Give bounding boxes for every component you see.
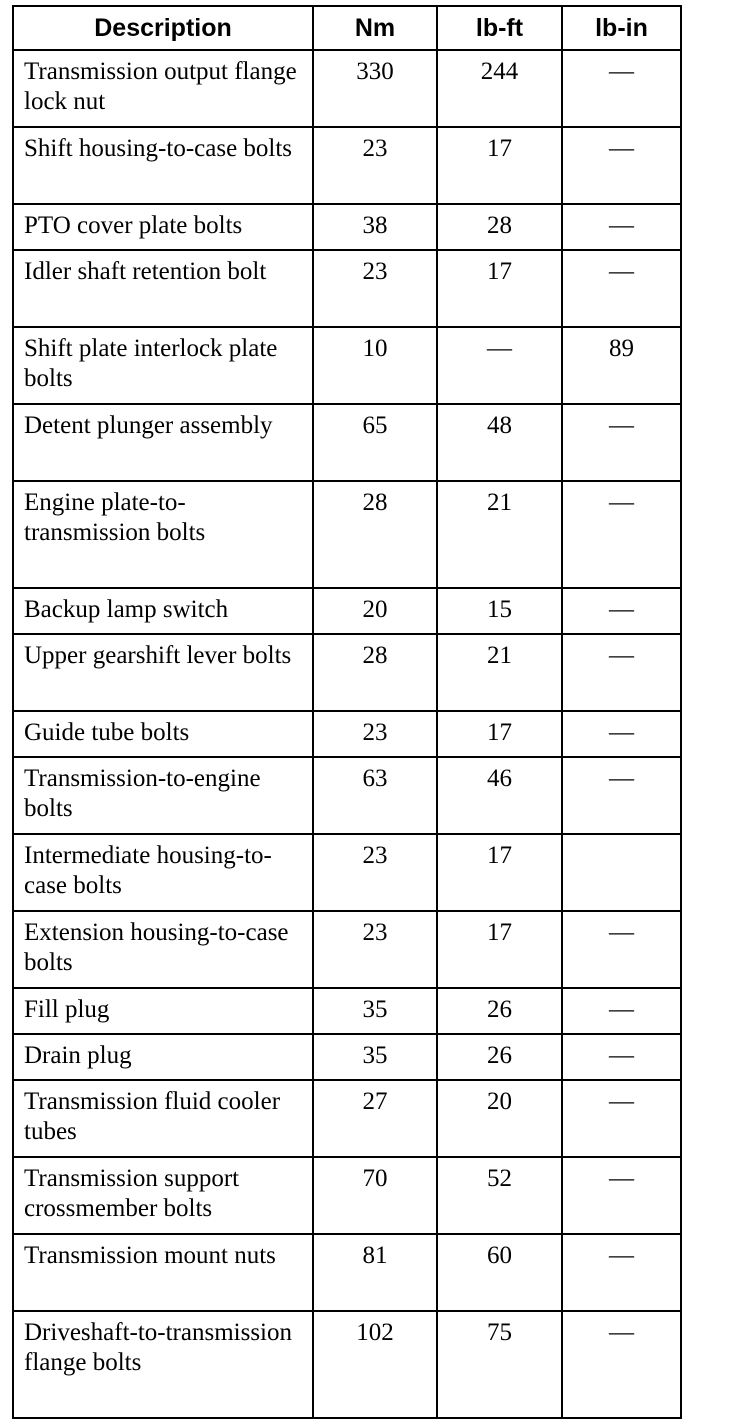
cell-lbin: —: [562, 250, 681, 327]
cell-lbft: 17: [437, 250, 562, 327]
cell-lbin: —: [562, 127, 681, 204]
table-row: [13, 757, 681, 834]
cell-nm: 70: [313, 1157, 437, 1234]
cell-lbin: —: [562, 404, 681, 481]
cell-lbft: 26: [437, 988, 562, 1034]
table-row: [13, 250, 681, 327]
cell-lbin: —: [562, 911, 681, 988]
cell-description: Shift plate interlock plate bolts: [13, 327, 313, 404]
cell-description: Engine plate-to-transmission bolts: [13, 481, 313, 588]
table-header: [13, 6, 681, 50]
cell-lbft: 17: [437, 834, 562, 911]
cell-lbft: 60: [437, 1234, 562, 1311]
table-body: [13, 50, 681, 1418]
table-row: [13, 588, 681, 634]
cell-nm: 28: [313, 481, 437, 588]
cell-nm: 35: [313, 988, 437, 1034]
cell-lbin: —: [562, 757, 681, 834]
cell-nm: 23: [313, 250, 437, 327]
header-nm: Nm: [313, 6, 437, 50]
cell-nm: 330: [313, 50, 437, 127]
cell-nm: 63: [313, 757, 437, 834]
cell-description: Intermediate housing-to-case bolts: [13, 834, 313, 911]
cell-nm: 81: [313, 1234, 437, 1311]
cell-nm: 28: [313, 634, 437, 711]
table-row: [13, 1034, 681, 1080]
cell-lbin: —: [562, 588, 681, 634]
cell-nm: 23: [313, 911, 437, 988]
cell-description: Extension housing-to-case bolts: [13, 911, 313, 988]
table-row: [13, 834, 681, 911]
cell-description: Shift housing-to-case bolts: [13, 127, 313, 204]
cell-lbin: —: [562, 1034, 681, 1080]
cell-lbin: —: [562, 711, 681, 757]
cell-nm: 23: [313, 127, 437, 204]
cell-nm: 23: [313, 711, 437, 757]
cell-description: Guide tube bolts: [13, 711, 313, 757]
table-row: [13, 634, 681, 711]
cell-lbin: —: [562, 1234, 681, 1311]
cell-lbin: —: [562, 1080, 681, 1157]
cell-lbft: 52: [437, 1157, 562, 1234]
cell-lbin: [562, 834, 681, 911]
table-row: [13, 50, 681, 127]
cell-lbin: 89: [562, 327, 681, 404]
table-row: [13, 481, 681, 588]
table-row: [13, 711, 681, 757]
cell-description: Transmission output flange lock nut: [13, 50, 313, 127]
cell-description: Transmission-to-engine bolts: [13, 757, 313, 834]
table-row: [13, 988, 681, 1034]
header-description: Description: [13, 6, 313, 50]
cell-lbft: 17: [437, 127, 562, 204]
cell-lbin: —: [562, 481, 681, 588]
cell-lbin: —: [562, 634, 681, 711]
header-row: [13, 6, 681, 50]
torque-spec-table: [12, 5, 682, 1419]
cell-lbft: 21: [437, 634, 562, 711]
cell-description: PTO cover plate bolts: [13, 204, 313, 250]
cell-lbft: 20: [437, 1080, 562, 1157]
table-row: [13, 127, 681, 204]
cell-description: Transmission mount nuts: [13, 1234, 313, 1311]
header-lbin: lb-in: [562, 6, 681, 50]
header-lbft: lb-ft: [437, 6, 562, 50]
cell-nm: 20: [313, 588, 437, 634]
cell-lbin: —: [562, 988, 681, 1034]
table-row: [13, 1234, 681, 1311]
table-row: [13, 911, 681, 988]
cell-description: Backup lamp switch: [13, 588, 313, 634]
table-row: [13, 1311, 681, 1418]
cell-lbft: —: [437, 327, 562, 404]
table-row: [13, 404, 681, 481]
cell-nm: 102: [313, 1311, 437, 1418]
cell-description: Idler shaft retention bolt: [13, 250, 313, 327]
cell-description: Upper gearshift lever bolts: [13, 634, 313, 711]
cell-nm: 10: [313, 327, 437, 404]
table-row: [13, 204, 681, 250]
cell-description: Detent plunger assembly: [13, 404, 313, 481]
table-row: [13, 1080, 681, 1157]
table-row: [13, 327, 681, 404]
cell-lbft: 21: [437, 481, 562, 588]
cell-nm: 38: [313, 204, 437, 250]
cell-nm: 27: [313, 1080, 437, 1157]
cell-lbft: 28: [437, 204, 562, 250]
cell-lbin: —: [562, 1311, 681, 1418]
cell-lbft: 26: [437, 1034, 562, 1080]
cell-description: Driveshaft-to-transmission flange bolts: [13, 1311, 313, 1418]
cell-nm: 23: [313, 834, 437, 911]
cell-description: Drain plug: [13, 1034, 313, 1080]
table-row: [13, 1157, 681, 1234]
cell-lbin: —: [562, 50, 681, 127]
cell-description: Fill plug: [13, 988, 313, 1034]
cell-lbft: 15: [437, 588, 562, 634]
cell-description: Transmission fluid cooler tubes: [13, 1080, 313, 1157]
cell-lbft: 17: [437, 911, 562, 988]
cell-lbft: 244: [437, 50, 562, 127]
cell-lbin: —: [562, 204, 681, 250]
cell-lbft: 75: [437, 1311, 562, 1418]
cell-nm: 65: [313, 404, 437, 481]
cell-lbft: 46: [437, 757, 562, 834]
cell-lbft: 48: [437, 404, 562, 481]
cell-lbin: —: [562, 1157, 681, 1234]
cell-nm: 35: [313, 1034, 437, 1080]
cell-description: Transmission support crossmember bolts: [13, 1157, 313, 1234]
cell-lbft: 17: [437, 711, 562, 757]
